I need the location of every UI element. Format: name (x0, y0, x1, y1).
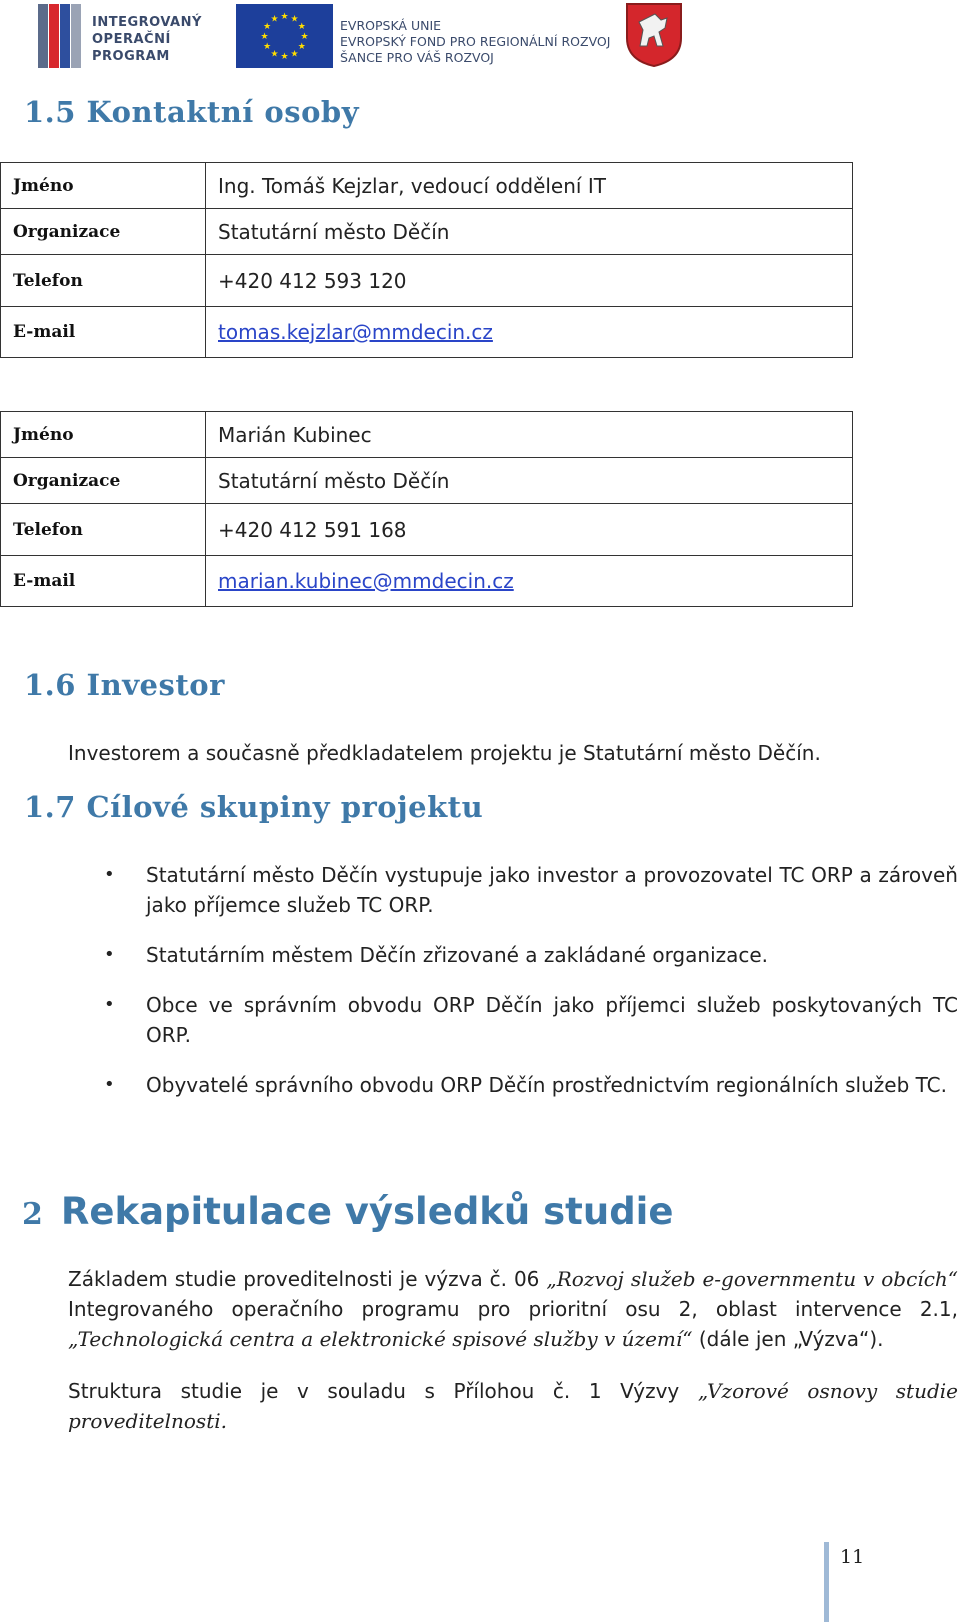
email-link[interactable]: marian.kubinec@mmdecin.cz (218, 569, 514, 593)
table-row (1, 556, 853, 607)
eu-line2: EVROPSKÝ FOND PRO REGIONÁLNÍ ROZVOJ (340, 34, 611, 49)
row-label: Organizace (1, 209, 206, 255)
iop-line2: OPERAČNÍ (92, 32, 171, 47)
investor-text: Investorem a současně předkladatelem projektu je Statutární město Děčín. (68, 741, 821, 765)
city-crest-icon (625, 2, 683, 68)
svg-text:★: ★ (290, 14, 299, 25)
email-link[interactable]: tomas.kejzlar@mmdecin.cz (218, 320, 493, 344)
recap-p2-quote: „Vzorové osnovy studie proveditelnosti. (68, 1379, 959, 1433)
section-1-5-title: 1.5 Kontaktní osoby (24, 95, 360, 129)
eu-line3: ŠANCE PRO VÁŠ ROZVOJ (340, 50, 494, 65)
row-value: Statutární město Děčín (206, 458, 853, 504)
row-label: Telefon (1, 255, 206, 307)
recap-p1-quote-2: „Technologická centra a elektronické spisové služby v území“ (68, 1327, 693, 1351)
svg-text:★: ★ (263, 22, 272, 32)
row-label: E-mail (1, 556, 206, 607)
section-2-title (22, 1190, 673, 1233)
svg-text:★: ★ (290, 49, 299, 60)
iop-bar-grey (71, 4, 81, 68)
list-item: • Statutárním městem Děčín zřizované a zakládané organizace. (100, 940, 958, 970)
table-row (1, 504, 853, 556)
svg-text:★: ★ (270, 49, 279, 60)
row-value: Ing. Tomáš Kejzlar, vedoucí oddělení IT (206, 163, 853, 209)
row-value: +420 412 591 168 (206, 504, 853, 556)
target-groups-list (100, 860, 958, 1120)
list-item: • Obce ve správním obvodu ORP Děčín jako příjemci služeb poskytovaných TC ORP. (100, 990, 958, 1050)
row-label: Telefon (1, 504, 206, 556)
page-number: 11 (840, 1546, 865, 1568)
row-label: Jméno (1, 412, 206, 458)
list-item: • Statutární město Děčín vystupuje jako investor a provozovatel TC ORP a zároveň jako příjemce služeb TC ORP. (100, 860, 958, 920)
eu-line1: EVROPSKÁ UNIE (340, 18, 442, 33)
list-item: • Obyvatelé správního obvodu ORP Děčín prostřednictvím regionálních služeb TC. (100, 1070, 958, 1100)
recap-p1-a: Základem studie proveditelnosti je výzva č. 06 (68, 1267, 547, 1291)
eu-logo-text (340, 18, 610, 66)
svg-text:★: ★ (280, 12, 289, 22)
section-1-6-title: 1.6 Investor (24, 668, 225, 702)
iop-line1: INTEGROVANÝ (92, 15, 202, 30)
svg-text:★: ★ (263, 42, 272, 52)
table-row (1, 255, 853, 307)
table-row (1, 458, 853, 504)
section-2-number: 2 (22, 1197, 43, 1232)
svg-text:★: ★ (297, 22, 306, 32)
recap-p2-a: Struktura studie je v souladu s Přílohou č. 1 Výzvy (68, 1379, 698, 1403)
iop-bar-red (49, 4, 59, 68)
table-row (1, 163, 853, 209)
table-row (1, 412, 853, 458)
recap-paragraph-1 (68, 1264, 958, 1354)
row-label: Organizace (1, 458, 206, 504)
iop-logo-text (92, 14, 202, 65)
row-label: Jméno (1, 163, 206, 209)
row-value: +420 412 593 120 (206, 255, 853, 307)
table-row (1, 307, 853, 358)
svg-text:★: ★ (300, 32, 309, 42)
footer-bar (824, 1542, 829, 1622)
row-value: Marián Kubinec (206, 412, 853, 458)
svg-text:★: ★ (270, 14, 279, 25)
recap-p1-c: (dále jen „Výzva“). (692, 1327, 884, 1351)
recap-paragraph-2 (68, 1376, 958, 1436)
svg-text:★: ★ (260, 32, 269, 42)
iop-logo (38, 4, 202, 68)
iop-bar-blue (60, 4, 70, 68)
section-2-heading: Rekapitulace výsledků studie (60, 1190, 674, 1233)
iop-line3: PROGRAM (92, 49, 170, 64)
row-value: Statutární město Děčín (206, 209, 853, 255)
row-label: E-mail (1, 307, 206, 358)
recap-p1-b: Integrovaného operačního programu pro prioritní osu 2, oblast intervence 2.1, (68, 1297, 958, 1321)
recap-p1-quote-1: „Rozvoj služeb e-governmentu v obcích“ (546, 1267, 958, 1291)
svg-text:★: ★ (280, 52, 289, 62)
eu-flag-icon (236, 4, 333, 68)
table-row (1, 209, 853, 255)
iop-logo-icon (38, 4, 48, 68)
section-1-7-title: 1.7 Cílové skupiny projektu (24, 790, 484, 824)
eu-stars (236, 4, 333, 68)
svg-text:★: ★ (297, 42, 306, 52)
